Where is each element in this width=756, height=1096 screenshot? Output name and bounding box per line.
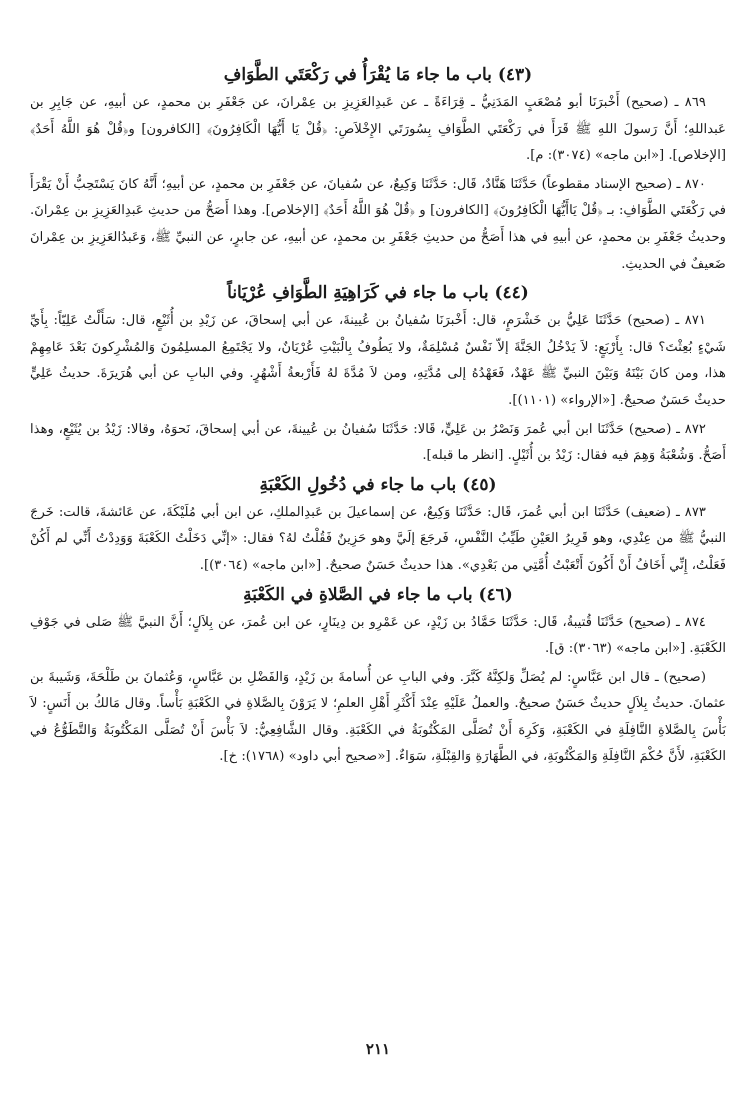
chapter-43-heading: (٤٣) باب ما جاء مَا يُقْرَأُ في رَكْعَتَي الطَّوَافِ xyxy=(223,65,533,85)
hadith-870: ٨٧٠ ـ (صحيح الإسناد مقطوعاً) حَدَّثَنَا هَنَّادٌ، قَال: حَدَّثَنَا وَكِيعٌ، عن سُفيانَ، عن جَعْفَرِ بن محمدٍ، عن أبيهِ؛ أَنَّهُ كانَ يَسْتَحِبُّ أَنْ يَقْرَأَ في رَكْعَتَي الطَّوَافِ: بـ ﴿قُلْ يَاأَيُّهَا الْكَافِرُونَ﴾ [الكافرون] و ﴿قُلْ هُوَ اللَّهُ أَحَدٌ﴾ [الإخلاص]. وهذا أَصَحُّ من حديثِ عَبدِالعَزِيزِ بن عِمْرانَ. وحديثُ جَعْفَرِ بن محمدٍ، عن أبيهِ في هذا أَصَحُّ من حديثِ جَعْفَرِ بن محمدٍ، عن أبيهِ، عن جابرٍ، عن النبيِّ ﷺ، وَعَبدُالعَزِيزِ بن عِمْرانَ ضَعيفٌ في الحديثِ. xyxy=(30,176,726,272)
document-page xyxy=(30,60,726,771)
page-number: ٢١١ xyxy=(365,1040,391,1058)
hadith-874: ٨٧٤ ـ (صحيح) حَدَّثَنَا قُتيبةُ، قَال: حَدَّثَنَا حَمَّادُ بن زَيْدٍ، عن عَمْرِو بن دِينَارٍ، عن ابن عُمرَ، عن بِلاَلٍ؛ أَنَّ النبيَّ ﷺ صَلى في جَوْفِ الكَعْبَةِ. [«ابن ماجه» (٣٠٦٣): ق]. xyxy=(30,614,726,657)
hadith-871: ٨٧١ ـ (صحيح) حَدَّثَنَا عَلِيُّ بن خَشْرَمٍ، قال: أَخْبرَنَا سُفيانُ بن عُيينةَ، عن أبي إسحاقَ، عن زَيْدِ بن أُثَيْعٍ، قال: سَأَلْتُ عَلِيّاً: بِأَيِّ شَيْءٍ بُعِثْتَ؟ قال: بِأَرْبَعٍ: لاَ يَدْخُلُ الجَنَّةَ إلاّ نَفْسٌ مُسْلِمَةٌ، ولا يَطُوفُ بِالْبَيْتِ عُرْيَانٌ، ولا يَجْتَمِعُ المسلِمُونَ وَالمُشْرِكونَ بَعْدَ عَامِهِمْ هذا، ومن كانَ بَيْنَهُ وَبَيْنَ النبيِّ ﷺ عَهْدٌ، فَعَهْدُهُ إلى مُدَّتِهِ، ومن لاَ مُدَّةَ لهُ فَأَرْبعةُ أَشْهُرٍ. وفي البابِ عن أبي هُرَيرَةَ. حديثُ عَلِيٍّ حديثٌ حَسَنٌ صحيحٌ. [«الإرواء» (١١٠١)]. xyxy=(30,313,726,408)
hadith-873: ٨٧٣ ـ (ضعيف) حَدَّثَنَا ابن أبي عُمرَ، قَال: حَدَّثَنَا وَكِيعٌ، عن إسماعيلَ بن عَبدِالملكِ، عن ابن أبي مُلَيْكَةَ، عن عَائشةَ، قالت: خَرجَ النبيُّ ﷺ من عِنْدِي، وهو قَرِيرُ العَيْنِ طَيِّبُ النَّفْسِ، فَرجَعَ إلَيَّ وهو حَزِينٌ فَقُلْتُ لهُ؟ فقال: «إنِّي دَخَلْتُ الكَعْبَةَ وَوَدِدْتُ أَنِّي لم أَكُنْ فَعَلْتُ، إِنِّي أَخَافُ أَنْ أَكُونَ أَتْعَبْتُ أُمَّتِي من بَعْدِي». هذا حديثٌ حَسَنٌ صحيحٌ. [«ابن ماجه» (٣٠٦٤)]. xyxy=(30,504,726,573)
hadith-874-commentary: (صحيح) ـ قال ابن عَبَّاسٍ: لم يُصَلِّ وَلكِنَّهُ كَبَّرَ. وفي البابِ عن أُسامةَ بن زَيْدٍ، وَالفَضْلِ بن عَبَّاسٍ، وَعُثمانَ بن طَلْحَةَ، وَشَيبةَ بن عثمانَ. حديثُ بِلاَلٍ حديثٌ حَسَنٌ صحيحٌ. والعملُ عَلَيْهِ عِنْدَ أَكْثَرِ أَهْلِ العلمِ؛ لا يَرَوْنَ بِالصَّلاةِ في الكَعْبَةِ بَأْساً. وقال مَالكُ بن أَنَسٍ: لاَ بَأْسَ بِالصَّلاةِ النَّافِلَةِ في الكَعْبَةِ، وَكَرِهَ أَنْ تُصَلَّى المَكْتُوبَةُ في الكَعْبَةِ. وقال الشَّافِعِيُّ: لاَ بَأْسَ أَنْ تُصَلَّى المَكْتُوبَةُ وَالتَّطَوُّعُ في الكَعْبَةِ، لأَنَّ حُكْمَ النَّافِلَةِ وَالمَكْتُوبَةِ، في الطَّهَارَةِ وَالقِبْلَةِ، سَوَاءٌ. [«صحيح أبي داود» (١٧٦٨): خ]. xyxy=(30,669,726,765)
hadith-872: ٨٧٢ ـ (صحيح) حَدَّثَنَا ابن أبي عُمرَ وَنَصْرُ بن عَلِيٍّ، قَالا: حَدَّثَنَا سُفيانُ بن عُيينةَ، عن أبي إسحاقَ، نَحوَهُ، وقالا: زَيْدُ بن يُثَيْعٍ، وهذا أَصَحُّ. وَشُعْبَةُ وَهِمَ فيه فقال: زَيْدُ بن أُثَيْلٍ. [انظر ما قبله]. xyxy=(30,421,726,464)
chapter-46-heading: (٤٦) باب ما جاء في الصَّلاةِ في الكَعْبَةِ xyxy=(243,584,513,605)
chapter-45-heading: (٤٥) باب ما جاء في دُخُولِ الكَعْبَةِ xyxy=(259,474,497,495)
hadith-869: ٨٦٩ ـ (صحيح) أَخْبرَنَا أبو مُصْعَبٍ المَدَنِيُّ ـ قِرَاءَةً ـ عن عَبدِالعَزِيزِ بن عِمْرانَ، عن جَعْفَرِ بن محمدٍ، عن أبيهِ، عن جَابِرِ بن عَبداللهِ؛ أَنَّ رَسولَ اللهِ ﷺ قَرَأَ في رَكْعَتَي الطَّوَافِ بِسُورَتَي الإِخْلاَصِ: ﴿قُلْ يَا أَيُّهَا الْكَافِرُونَ﴾ [الكافرون] و﴿قُلْ هُوَ اللَّهُ أَحَدٌ﴾ [الإخلاص]. [«ابن ماجه» (٣٠٧٤): م]. xyxy=(30,95,726,164)
chapter-44-heading: (٤٤) باب ما جاء في كَرَاهِيَةِ الطَّوَافِ عُرْيَاناً xyxy=(227,283,529,304)
